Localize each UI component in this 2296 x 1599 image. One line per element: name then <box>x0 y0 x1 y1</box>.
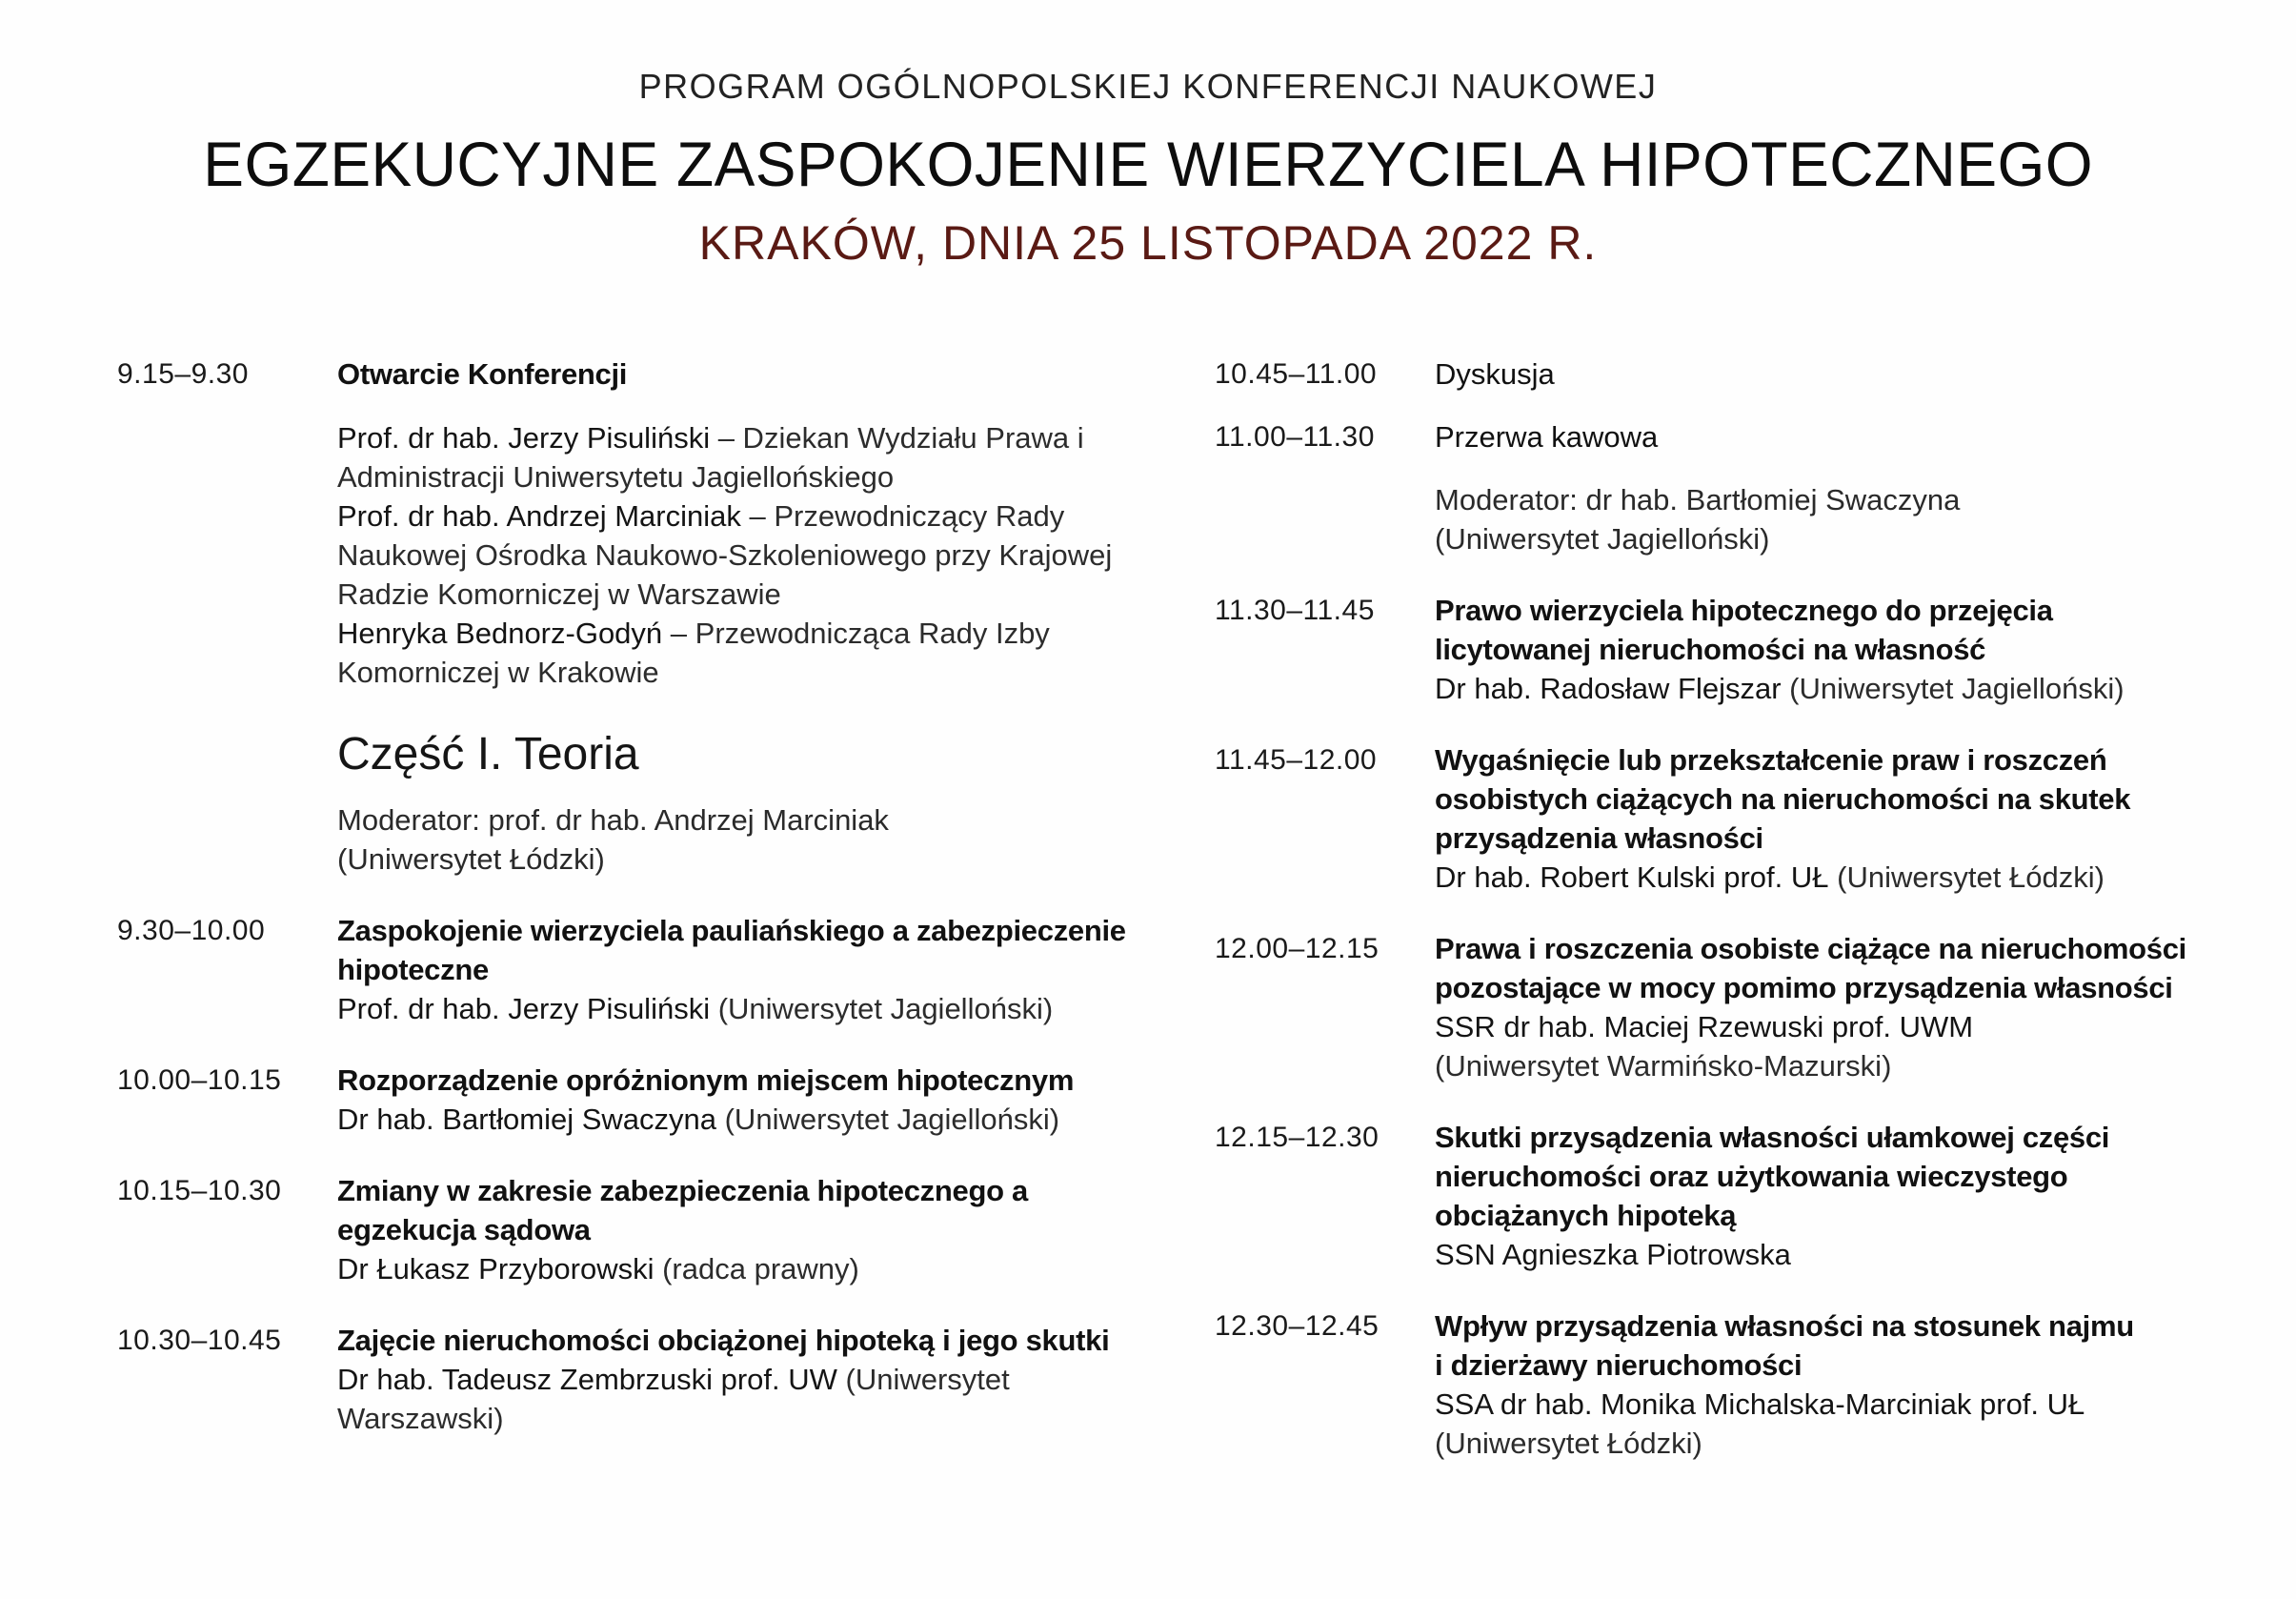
talk-title: Wygaśnięcie lub przekształcenie praw i roszczeń osobistych ciążących na nieruchomości na skutek przysądzenia własności <box>1435 743 2131 855</box>
schedule-entry <box>1215 1306 2263 1463</box>
talk-speaker <box>337 1249 1146 1288</box>
entry-time: 9.30–10.00 <box>117 915 266 946</box>
speaker-affiliation: (Uniwersytet Łódzki) <box>1828 860 2105 894</box>
talk-speaker <box>337 1360 1146 1438</box>
schedule-entry-opening <box>117 354 1146 692</box>
speaker-name: Dr Łukasz Przyborowski <box>337 1252 655 1285</box>
talk-speaker <box>1435 858 2263 897</box>
entry-title: Przerwa kawowa <box>1435 420 1659 454</box>
schedule-entry <box>117 1321 1146 1438</box>
speaker-role: – Przewodnicząca Rady Izby Komorniczej w Krakowie <box>337 617 1050 689</box>
entry-body <box>337 354 1146 692</box>
talk-title: Prawo wierzyciela hipotecznego do przejęcia licytowanej nieruchomości na własność <box>1435 594 2053 666</box>
entry-time: 10.45–11.00 <box>1215 358 1378 390</box>
entry-body <box>1435 929 2263 1085</box>
speaker-name: Prof. dr hab. Jerzy Pisuliński <box>337 992 711 1025</box>
talk-speaker <box>1435 1385 2159 1463</box>
speaker-affiliation: (Uniwersytet Jagielloński) <box>716 1103 1060 1136</box>
entry-time: 11.45–12.00 <box>1215 744 1378 776</box>
section-title: Część I. Teoria <box>337 729 639 779</box>
entry-body <box>1435 591 2263 708</box>
speaker-name: SSA dr hab. Monika Michalska-Marciniak prof. UŁ <box>1435 1387 2085 1421</box>
entry-body <box>337 1171 1146 1288</box>
schedule-entry <box>1215 929 2263 1085</box>
entry-body <box>1435 354 2263 394</box>
welcome-speaker <box>337 496 1146 614</box>
entry-body <box>1435 417 2263 456</box>
welcome-speakers <box>337 418 1146 692</box>
speaker-name: Henryka Bednorz-Godyń <box>337 617 663 650</box>
entry-body <box>1435 1118 2263 1274</box>
welcome-speaker <box>337 418 1146 496</box>
talk-title: Zmiany w zakresie zabezpieczenia hipotecznego a egzekucja sądowa <box>337 1174 1028 1246</box>
schedule-entry <box>117 1061 1146 1139</box>
speaker-affiliation: (radca prawny) <box>654 1252 859 1285</box>
talk-speaker <box>1435 1235 2263 1274</box>
entry-title: Otwarcie Konferencji <box>337 357 628 391</box>
section-moderator: Moderator: prof. dr hab. Andrzej Marciniak (Uniwersytet Łódzki) <box>337 803 889 876</box>
entry-time: 9.15–9.30 <box>117 358 249 390</box>
entry-time: 12.15–12.30 <box>1215 1122 1380 1153</box>
schedule-entry-discussion <box>1215 354 2263 395</box>
entry-body <box>1435 740 2263 897</box>
left-column <box>117 354 1146 1470</box>
conference-title: EGZEKUCYJNE ZASPOKOJENIE WIERZYCIELA HIPOTECZNEGO <box>203 129 2094 199</box>
speaker-name: Prof. dr hab. Andrzej Marciniak <box>337 499 741 533</box>
speaker-name: Dr hab. Bartłomiej Swaczyna <box>337 1103 716 1136</box>
schedule-entry <box>1215 740 2263 897</box>
schedule-entry <box>1215 591 2263 708</box>
speaker-name: SSN Agnieszka Piotrowska <box>1435 1238 1791 1271</box>
speaker-name: SSR dr hab. Maciej Rzewuski prof. UWM <box>1435 1010 1974 1043</box>
speaker-affiliation: (Uniwersytet Warszawski) <box>337 1363 1010 1435</box>
speaker-affiliation: (Uniwersytet Łódzki) <box>1435 1427 1702 1460</box>
conference-dateline: KRAKÓW, DNIA 25 LISTOPADA 2022 R. <box>698 216 1598 270</box>
program-kicker: PROGRAM OGÓLNOPOLSKIEJ KONFERENCJI NAUKOWEJ <box>638 67 1658 106</box>
entry-title: Dyskusja <box>1435 357 1555 391</box>
section-part-1 <box>337 724 1146 879</box>
speaker-role: – Przewodniczący Rady Naukowej Ośrodka Naukowo-Szkoleniowego przy Krajowej Radzie Komorniczej w Warszawie <box>337 499 1113 611</box>
talk-speaker <box>337 989 1146 1028</box>
schedule-entry-coffee-break <box>1215 417 2263 457</box>
speaker-name: Dr hab. Robert Kulski prof. UŁ <box>1435 860 1829 894</box>
schedule-entry <box>117 911 1146 1028</box>
schedule-entry <box>1215 1118 2263 1274</box>
speaker-name: Dr hab. Radosław Flejszar <box>1435 672 1782 705</box>
welcome-speaker <box>337 614 1146 692</box>
talk-title: Zajęcie nieruchomości obciążonej hipoteką i jego skutki <box>337 1324 1110 1357</box>
talk-title: Wpływ przysądzenia własności na stosunek najmu i dzierżawy nieruchomości <box>1435 1309 2134 1382</box>
talk-speaker <box>1435 1007 2025 1085</box>
entry-body <box>337 911 1146 1028</box>
talk-speaker <box>337 1100 1146 1139</box>
entry-time: 11.00–11.30 <box>1215 421 1375 453</box>
schedule-entry <box>117 1171 1146 1288</box>
talk-title: Zaspokojenie wierzyciela pauliańskiego a zabezpieczenie hipoteczne <box>337 914 1126 986</box>
entry-time: 10.15–10.30 <box>117 1175 282 1206</box>
entry-time: 12.00–12.15 <box>1215 933 1380 964</box>
talk-title: Skutki przysądzenia własności ułamkowej części nieruchomości oraz użytkowania wieczystego obciążanych hipoteką <box>1435 1121 2110 1232</box>
talk-title: Rozporządzenie opróżnionym miejscem hipotecznym <box>337 1063 1075 1097</box>
section-moderator: Moderator: dr hab. Bartłomiej Swaczyna (Uniwersytet Jagielloński) <box>1435 483 1961 556</box>
speaker-name: Prof. dr hab. Jerzy Pisuliński <box>337 421 711 455</box>
talk-speaker <box>1435 669 2263 708</box>
speaker-affiliation: (Uniwersytet Jagielloński) <box>710 992 1054 1025</box>
speaker-affiliation: (Uniwersytet Warmińsko-Mazurski) <box>1435 1049 1892 1083</box>
entry-time: 10.30–10.45 <box>117 1325 282 1356</box>
speaker-role: – Dziekan Wydziału Prawa i Administracji Uniwersytetu Jagiellońskiego <box>337 421 1084 494</box>
speaker-name: Dr hab. Tadeusz Zembrzuski prof. UW <box>337 1363 837 1396</box>
entry-time: 12.30–12.45 <box>1215 1310 1380 1342</box>
entry-body <box>337 1321 1146 1438</box>
right-column <box>1215 354 2263 1495</box>
entry-time: 10.00–10.15 <box>117 1064 282 1096</box>
entry-body <box>337 1061 1146 1139</box>
talk-title: Prawa i roszczenia osobiste ciążące na nieruchomości pozostające w mocy pomimo przysądzenia własności <box>1435 932 2186 1004</box>
entry-body <box>1435 1306 2263 1463</box>
speaker-affiliation: (Uniwersytet Jagielloński) <box>1781 672 2125 705</box>
entry-time: 11.30–11.45 <box>1215 595 1375 626</box>
